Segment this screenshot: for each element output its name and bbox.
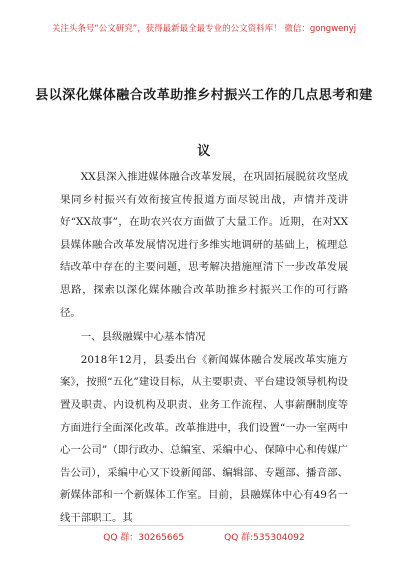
paragraph-body: 2018年12月，县委出台《新闻媒体融合发展改革实施方案》，按照“五化”建设目标，从主要职责、平台建设领导机构设置及职责、内设机构及职责、业务工作流程、人事薪酬制度等方面进行全面深化改革。改革推进中，我们设置“一办一室两中心一公司”（即行政办、总编室、采编中心、保障中心和传媒广告公司），采编中心又下设新闻部、编辑部、专题部、播音部、新媒体部和一个新媒体工作室。目前，县融媒体中心有49名一线干部职工。其 [60,353,348,524]
paragraph-intro: XX县深入推进媒体融合改革发展，在巩固拓展脱贫攻坚成果同乡村振兴有效衔接宣传报道方面尽锐出战，声情并茂讲好“XX故事”，在助农兴农方面做了大量工作。近期，在对XX县媒体融合改革发展情况进行多维实地调研的基础上，梳理总结改革中存在的主要问题，思考解决措施厘清下一步改革发展思路，探索以深化媒体融合改革助推乡村振兴工作的可行路径。 [60,171,348,319]
footer [0,530,408,543]
footer-qq-group-2: QQ 群:535304092 [224,533,305,543]
footer-qq-group-1: QQ 群：30265665 [103,533,185,543]
document-body [60,166,348,530]
header-banner: 关注头条号“公文研究”，获得最新最全最专业的公文资料库！ 微信：gongwenyj [51,24,357,34]
document-title: 县以深化媒体融合改革助推乡村振兴工作的几点思考和建议 [35,88,373,159]
section-heading: 一、县级融媒中心基本情况 [80,331,206,344]
footer-divider [58,525,350,526]
